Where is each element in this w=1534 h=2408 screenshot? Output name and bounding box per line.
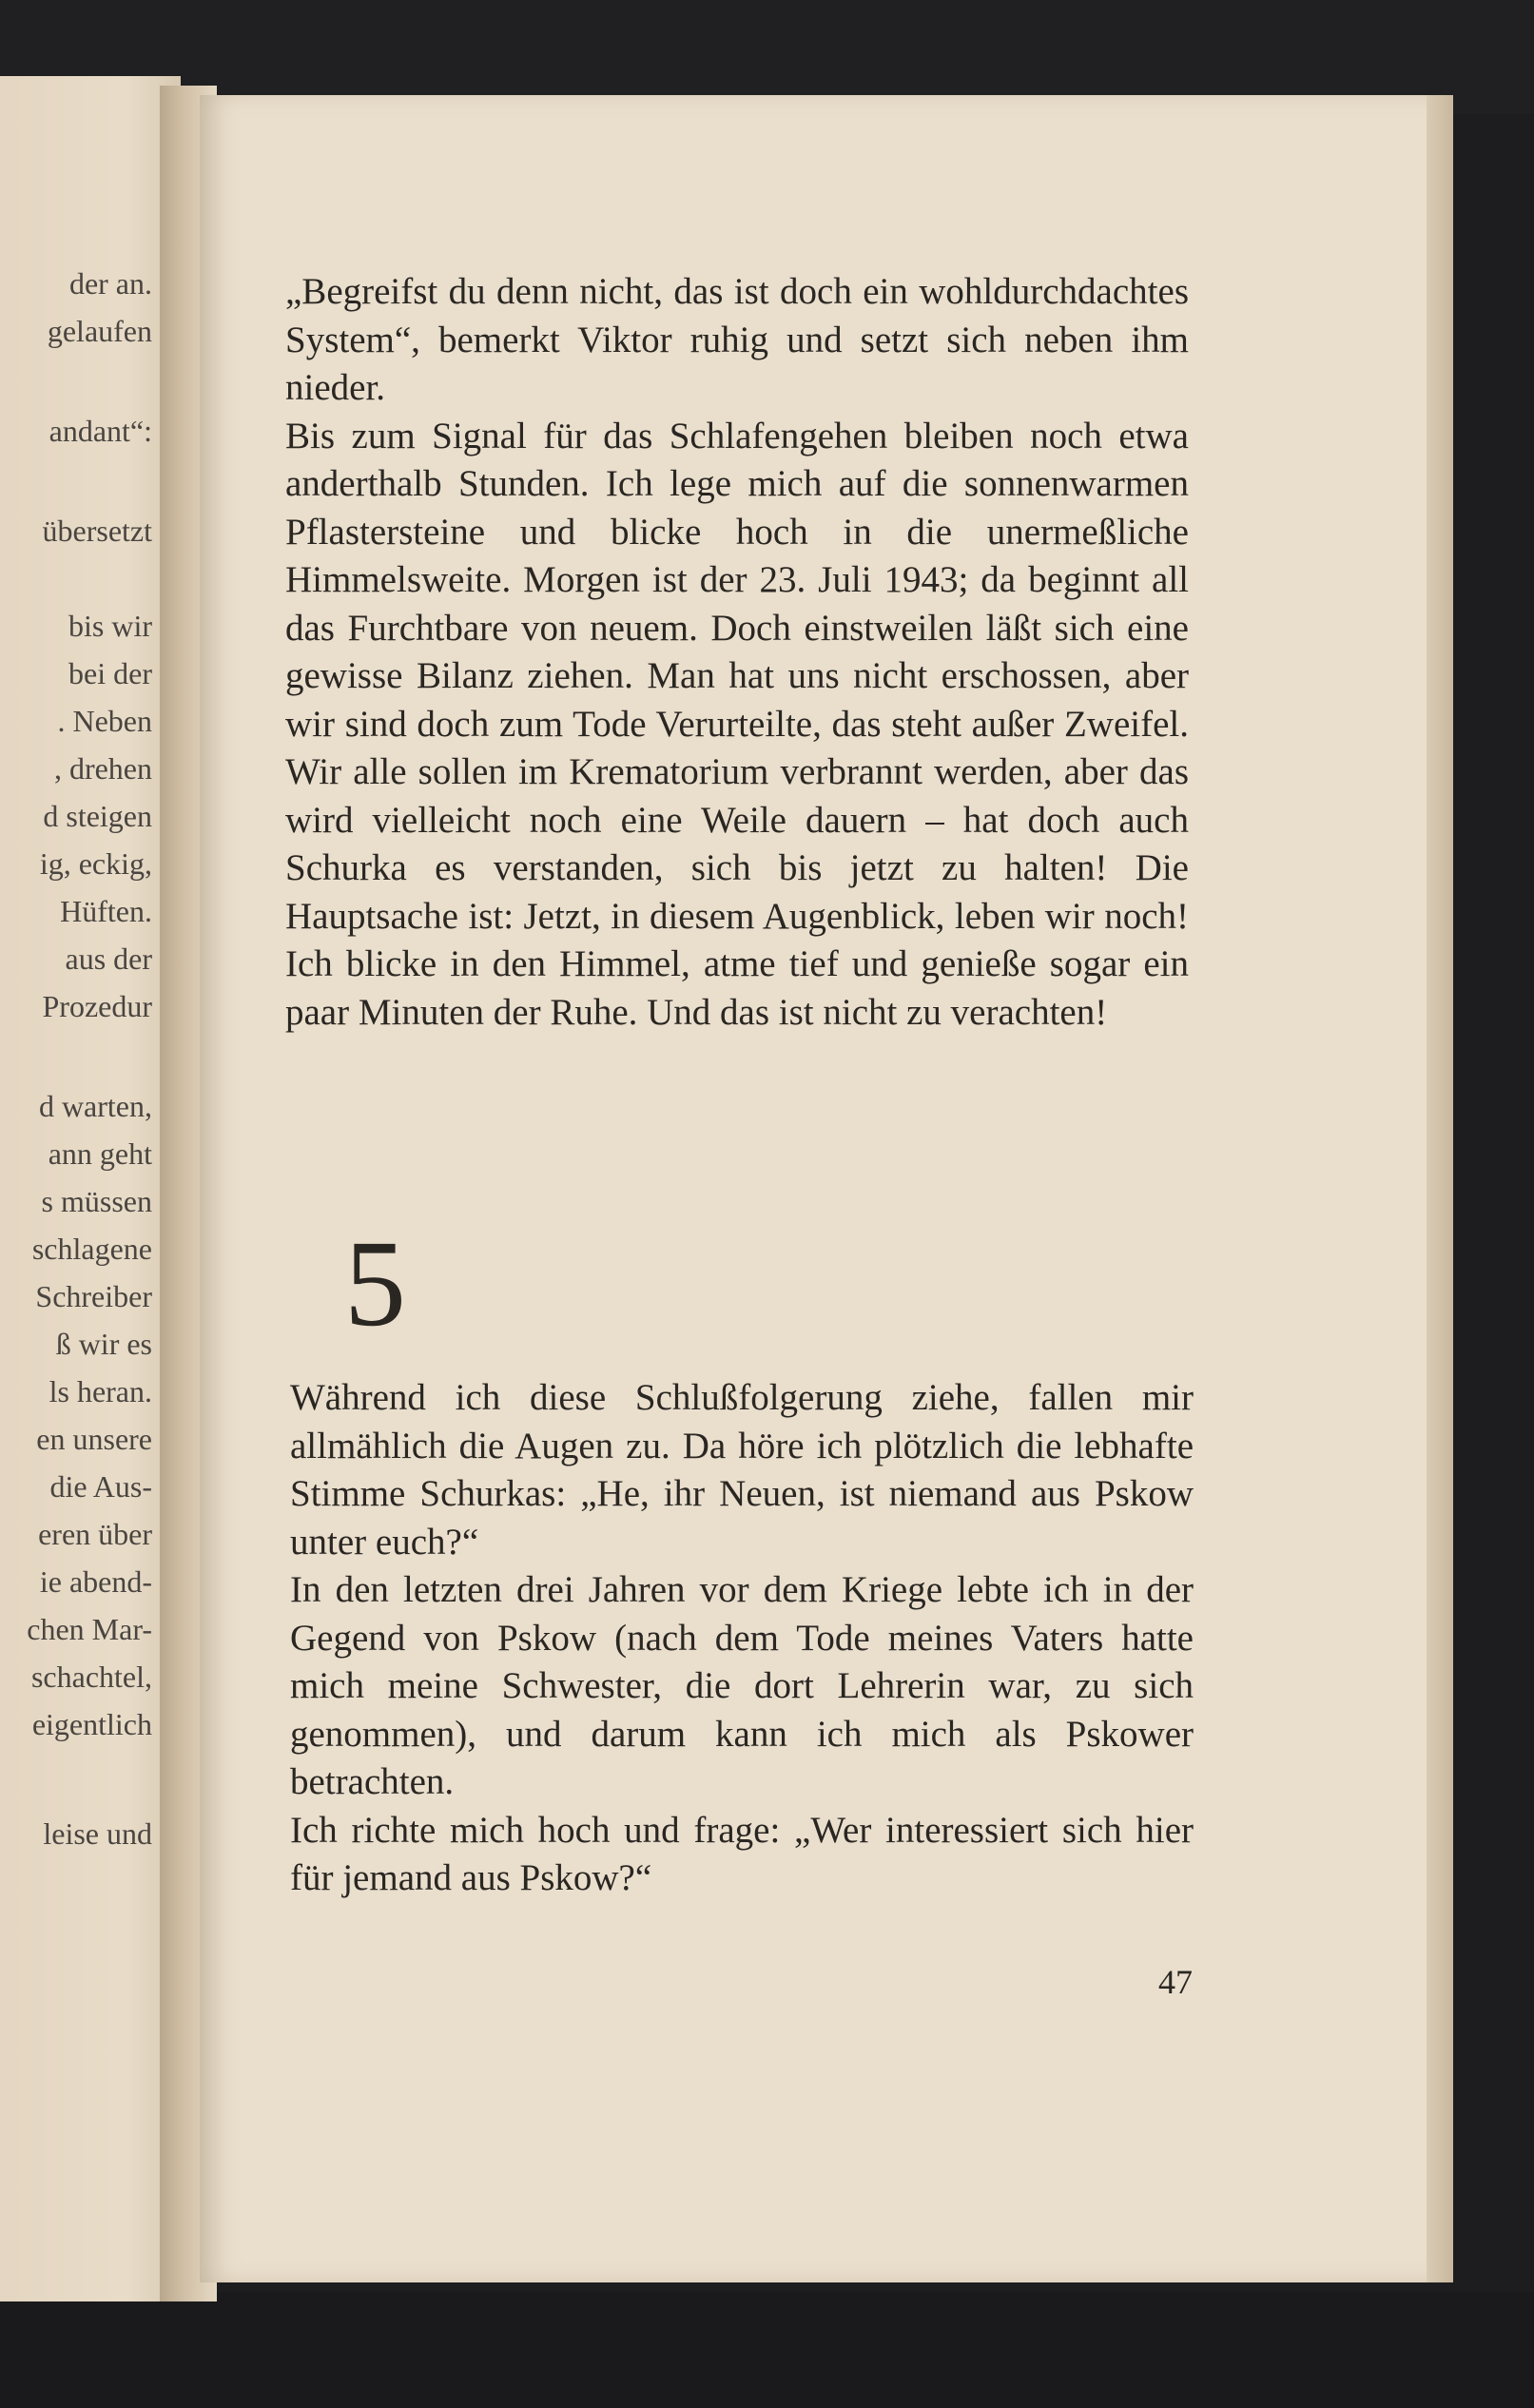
body-text-bottom [290,1374,1194,1903]
left-page-fragment: die Aus- [49,1469,152,1504]
left-page-fragment: Prozedur [42,989,152,1023]
paragraph: Bis zum Signal für das Schlafengehen bleiben noch etwa anderthalb Stunden. Ich lege mich auf die sonnenwarmen Pflastersteine und blicke hoch in die unermeßliche Himmelsweite. Morgen ist der 23. Juli 1943; da beginnt all das Furchtbare von neuem. Doch einstweilen läßt sich eine gewisse Bilanz ziehen. Man hat uns nicht erschossen, aber wir sind doch zum Tode Verurteilte, das steht außer Zweifel. Wir alle sollen im Krematorium verbrannt werden, aber das wird vielleicht noch eine Weile dauern – hat doch auch Schurka es verstanden, sich bis jetzt zu halten! Die Hauptsache ist: Jetzt, in diesem Augenblick, leben wir noch! Ich blicke in den Himmel, atme tief und genieße sogar ein paar Minuten der Ruhe. Und das ist nicht zu verachten! [285,415,1189,1033]
left-page-fragment: ie abend- [39,1564,152,1599]
left-page-fragment: schachtel, [30,1660,152,1694]
left-page-fragment: ann geht [48,1136,152,1171]
left-page-fragment: . Neben [57,704,152,738]
left-page-fragment: der an. [68,266,152,301]
left-page-fragment: eigentlich [31,1707,152,1741]
left-page-fragment: ß wir es [55,1327,152,1361]
left-page-fragment: ls heran. [49,1374,152,1408]
left-page-fragment: d warten, [38,1089,152,1123]
left-page-fragment: bis wir [68,609,152,643]
page-number: 47 [1158,1963,1193,2001]
left-page-fragment: übersetzt [42,514,152,548]
left-page-fragment: s müssen [41,1184,152,1218]
left-page [0,76,181,2301]
left-page-fragment: andant“: [49,414,152,448]
left-page-fragment: , drehen [53,751,152,786]
left-page-fragment: Schreiber [35,1279,152,1313]
backdrop [0,2292,1534,2408]
left-page-fragment: schlagene [31,1232,152,1266]
body-text-top [285,268,1189,1037]
left-page-fragment: d steigen [43,799,152,833]
paragraph: In den letzten drei Jahren vor dem Kriege lebte ich in der Gegend von Pskow (nach dem Tode meines Vaters hatte mich meine Schwester, die dort Lehrerin war, zu sich genommen), und darum kann ich mich als Pskower betrachten. [290,1569,1194,1802]
paragraph: Ich richte mich hoch und frage: „Wer interessiert sich hier für jemand aus Pskow?“ [290,1809,1194,1898]
page-edge [1427,95,1453,2282]
left-page-fragment: ig, eckig, [39,846,152,881]
left-page-fragment: gelaufen [47,314,152,348]
chapter-number: 5 [344,1215,406,1352]
left-page-fragment: aus der [65,942,152,976]
left-page-fragment: bei der [68,656,152,690]
left-page-fragment: chen Mar- [27,1612,152,1646]
left-page-fragment: eren über [38,1517,152,1551]
paragraph: Während ich diese Schlußfolgerung ziehe, fallen mir allmählich die Augen zu. Da höre ich plötzlich die lebhafte Stimme Schurkas: „He, ihr Neuen, ist niemand aus Pskow unter euch?“ [290,1377,1194,1563]
left-page-fragment: Hüften. [60,894,152,928]
paragraph: „Begreifst du denn nicht, das ist doch ein wohldurchdachtes System“, bemerkt Viktor ruhig und setzt sich neben ihm nieder. [285,271,1189,408]
left-page-fragment: en unsere [36,1422,152,1456]
left-page-fragment: leise und [43,1816,152,1851]
